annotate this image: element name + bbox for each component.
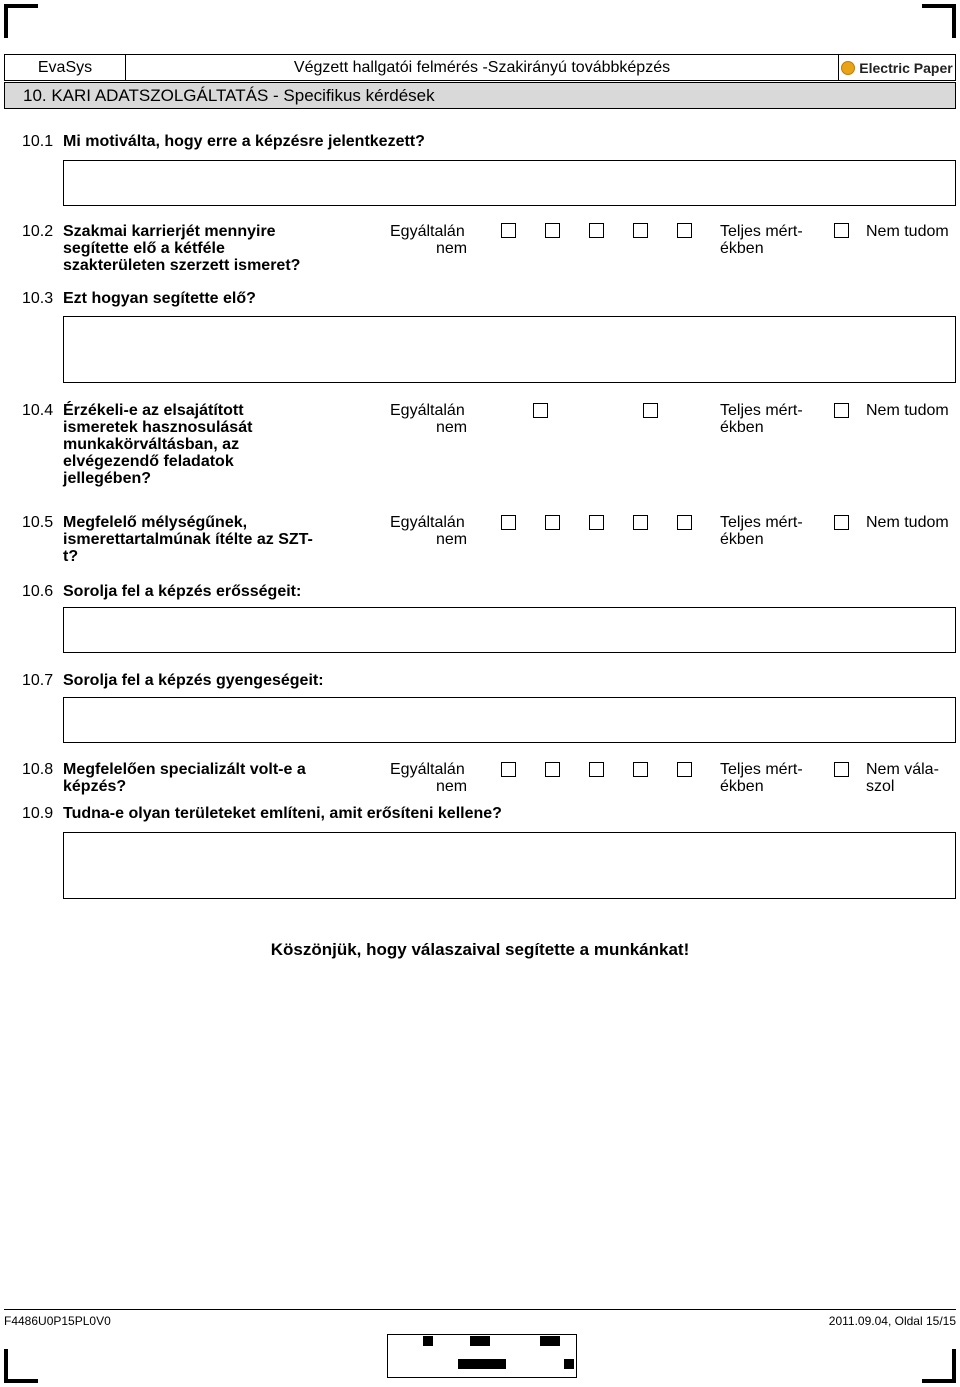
registration-mark-top-left xyxy=(4,4,38,38)
dont-know-label: Nem tudom xyxy=(866,223,949,240)
question-number: 10.2 xyxy=(22,223,54,240)
no-answer-checkbox[interactable] xyxy=(834,762,849,777)
dont-know-checkbox[interactable] xyxy=(834,403,849,418)
rating-checkbox-4[interactable] xyxy=(633,762,648,777)
form-header xyxy=(4,54,956,81)
question-line: ismerettartalmúnak ítélte az SZT- xyxy=(63,531,313,548)
thank-you-message: Köszönjük, hogy válaszaival segítette a munkánkat! xyxy=(270,940,690,959)
question-line: ismeretek hasznosulását xyxy=(63,419,253,436)
rating-checkbox-2[interactable] xyxy=(643,403,658,418)
barcode-bar xyxy=(458,1359,506,1369)
question-line: Érzékeli-e az elsajátított xyxy=(63,402,244,419)
registration-mark-bottom-right xyxy=(922,1349,956,1383)
rating-checkbox-1[interactable] xyxy=(501,515,516,530)
dont-know-label: Nem tudom xyxy=(866,514,949,531)
dont-know-label: Nem tudom xyxy=(866,402,949,419)
question-text xyxy=(63,761,306,795)
question-line: munkakörváltásban, az xyxy=(63,436,240,453)
question-number: 10.3 xyxy=(22,290,54,307)
rating-checkbox-2[interactable] xyxy=(545,762,560,777)
barcode-bar xyxy=(470,1336,490,1346)
question-text xyxy=(63,514,313,565)
question-number: 10.6 xyxy=(22,583,54,600)
rating-checkbox-2[interactable] xyxy=(545,515,560,530)
rating-checkbox-5[interactable] xyxy=(677,762,692,777)
logo-text: Electric Paper xyxy=(859,59,953,76)
rating-checkbox-3[interactable] xyxy=(589,223,604,238)
answer-field-10-7[interactable] xyxy=(63,697,956,743)
question-line: szakterületen szerzett ismeret? xyxy=(63,257,301,274)
question-line: jellegében? xyxy=(63,470,152,487)
question-number: 10.7 xyxy=(22,672,54,689)
scale-high-label: Teljes mért- ékben xyxy=(720,514,803,548)
rating-checkbox-4[interactable] xyxy=(633,223,648,238)
question-number: 10.1 xyxy=(22,133,54,150)
rating-checkbox-5[interactable] xyxy=(677,223,692,238)
question-text: Tudna-e olyan területeket említeni, amit erősíteni kellene? xyxy=(63,805,502,822)
rating-checkbox-1[interactable] xyxy=(533,403,548,418)
dont-know-checkbox[interactable] xyxy=(834,223,849,238)
date-page: 2011.09.04, Oldal 15/15 xyxy=(828,1314,956,1328)
question-text xyxy=(63,223,300,274)
electric-paper-logo-icon xyxy=(841,61,855,75)
answer-field-10-3[interactable] xyxy=(63,316,956,383)
scale-low-label: Egyáltalán nem xyxy=(390,761,468,795)
scan-marker-barcode xyxy=(387,1334,577,1378)
question-line: képzés? xyxy=(63,778,127,795)
question-text xyxy=(63,402,252,487)
barcode-bar xyxy=(564,1359,574,1369)
question-number: 10.8 xyxy=(22,761,54,778)
answer-field-10-6[interactable] xyxy=(63,607,956,653)
question-number: 10.9 xyxy=(22,805,54,822)
question-line: Megfelelő mélységűnek, xyxy=(63,514,248,531)
question-text: Sorolja fel a képzés erősségeit: xyxy=(63,583,302,600)
question-line: Szakmai karrierjét mennyire xyxy=(63,223,276,240)
barcode-bar xyxy=(423,1336,433,1346)
question-line: elvégezendő feladatok xyxy=(63,453,234,470)
rating-checkbox-3[interactable] xyxy=(589,515,604,530)
scale-high-label: Teljes mért- ékben xyxy=(720,402,803,436)
question-text: Ezt hogyan segítette elő? xyxy=(63,290,256,307)
app-name: EvaSys xyxy=(5,55,126,80)
rating-checkbox-2[interactable] xyxy=(545,223,560,238)
brand-logo xyxy=(839,55,955,80)
scale-low-label: Egyáltalán nem xyxy=(390,223,468,257)
rating-checkbox-3[interactable] xyxy=(589,762,604,777)
rating-checkbox-1[interactable] xyxy=(501,762,516,777)
question-line: t? xyxy=(63,548,79,565)
question-text: Sorolja fel a képzés gyengeségeit: xyxy=(63,672,324,689)
scale-high-label: Teljes mért- ékben xyxy=(720,223,803,257)
answer-field-10-9[interactable] xyxy=(63,832,956,899)
registration-mark-bottom-left xyxy=(4,1349,38,1383)
question-line: segítette elő a kétféle xyxy=(63,240,225,257)
question-line: Megfelelően specializált volt-e a xyxy=(63,761,306,778)
answer-field-10-1[interactable] xyxy=(63,160,956,206)
survey-title: Végzett hallgatói felmérés -Szakirányú továbbképzés xyxy=(126,55,839,80)
question-text: Mi motiválta, hogy erre a képzésre jelentkezett? xyxy=(63,133,425,150)
rating-checkbox-1[interactable] xyxy=(501,223,516,238)
scale-high-label: Teljes mért- ékben xyxy=(720,761,803,795)
rating-checkbox-4[interactable] xyxy=(633,515,648,530)
barcode-bar xyxy=(540,1336,560,1346)
form-code: F4486U0P15PL0V0 xyxy=(4,1314,111,1328)
question-number: 10.5 xyxy=(22,514,54,531)
footer-divider xyxy=(4,1309,956,1310)
registration-mark-top-right xyxy=(922,4,956,38)
question-number: 10.4 xyxy=(22,402,54,419)
scale-low-label: Egyáltalán nem xyxy=(390,514,468,548)
rating-checkbox-5[interactable] xyxy=(677,515,692,530)
scale-low-label: Egyáltalán nem xyxy=(390,402,468,436)
section-title: 10. KARI ADATSZOLGÁLTATÁS - Specifikus kérdések xyxy=(4,82,956,109)
no-answer-label: Nem vála- szol xyxy=(866,761,939,795)
dont-know-checkbox[interactable] xyxy=(834,515,849,530)
